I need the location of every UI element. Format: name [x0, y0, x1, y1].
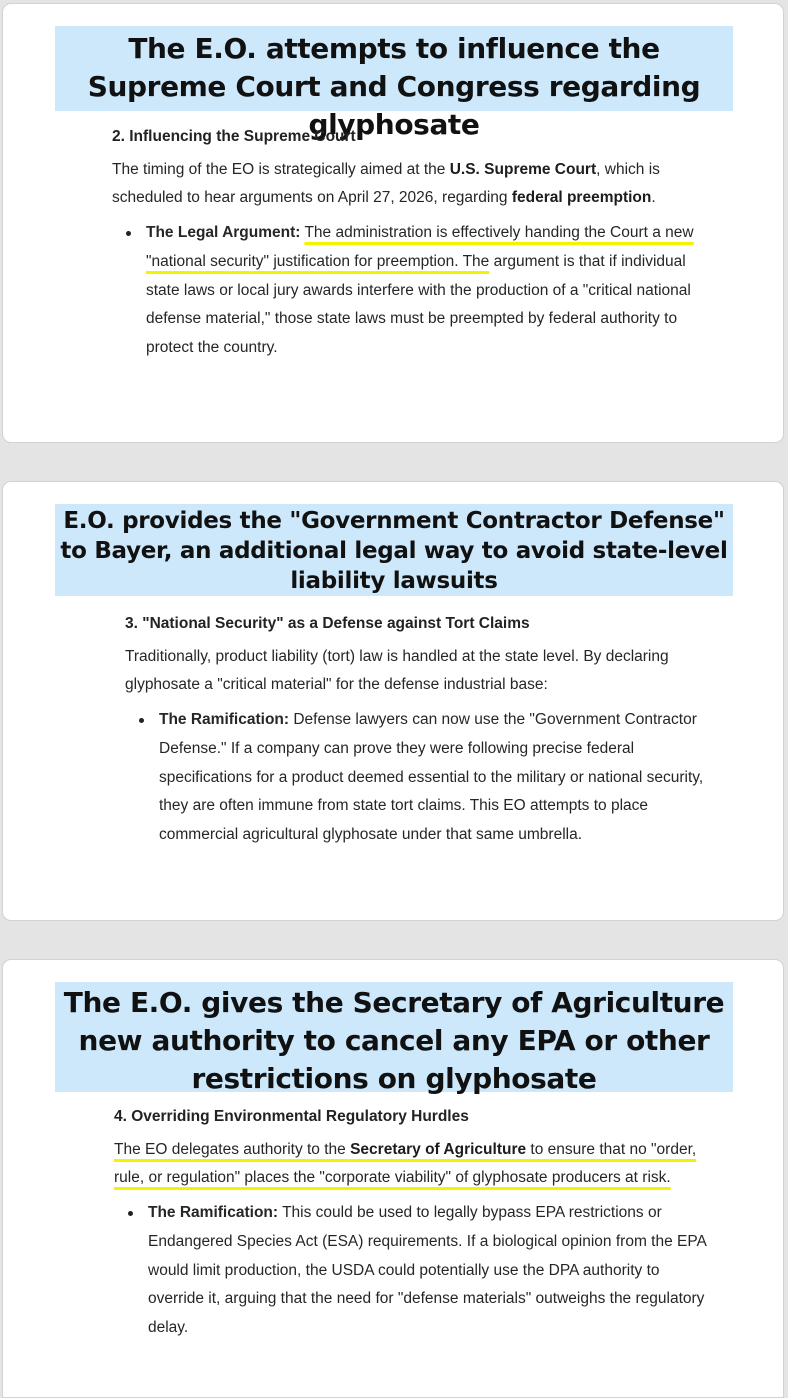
section-body: [112, 123, 712, 363]
highlighted-bold-text: Secretary of Agriculture: [350, 1140, 527, 1158]
list-item: [159, 706, 725, 850]
section-heading: 3. "National Security" as a Defense against Tort Claims: [125, 615, 530, 632]
section-heading: 4. Overriding Environmental Regulatory Hurdles: [114, 1108, 469, 1125]
bullet-text: Defense lawyers can now use the "Government Contractor Defense." If a company can prove they were following precise federal specifications for a product deemed essential to the military or national security, they are often immune from state tort claims. This EO attempts to place commercial agricultural glyphosate under that same umbrella.: [159, 711, 704, 843]
paragraph-text: The timing of the EO is strategically aimed at the: [112, 160, 450, 178]
bullet-list: [125, 706, 725, 850]
paragraph-text: .: [651, 189, 656, 207]
bullet-label: The Ramification:: [159, 711, 290, 729]
section-card-supreme-court: [2, 3, 784, 443]
paragraph-bold-text: federal preemption: [511, 189, 652, 207]
bullet-list: [114, 1199, 714, 1343]
section-body: [114, 1103, 714, 1343]
bullet-list: [112, 219, 712, 363]
list-item: [148, 1199, 714, 1343]
list-item: [146, 219, 712, 363]
section-paragraph: [114, 1136, 714, 1193]
section-banner-title: E.O. provides the "Government Contractor Defense" to Bayer, an additional legal way to avoid state-level liability lawsuits: [55, 504, 733, 596]
highlighted-text: The administration is effectively handing the Court a new "national security" justification for preemption. The: [146, 224, 694, 270]
section-card-agriculture-authority: [2, 959, 784, 1398]
section-banner-title: The E.O. attempts to influence the Supreme Court and Congress regarding glyphosate: [55, 26, 733, 111]
section-body: [125, 610, 725, 850]
paragraph-text: , which is scheduled to hear arguments on April 27, 2026, regarding: [112, 160, 660, 207]
section-card-contractor-defense: [2, 481, 784, 921]
paragraph-bold-text: U.S. Supreme Court: [449, 160, 597, 178]
section-heading: 2. Influencing the Supreme Court: [112, 128, 356, 145]
section-paragraph: [112, 156, 712, 213]
section-banner-title: The E.O. gives the Secretary of Agriculture new authority to cancel any EPA or other restrictions on glyphosate: [55, 982, 733, 1092]
highlighted-text: The EO delegates authority to the: [114, 1140, 351, 1158]
section-paragraph: Traditionally, product liability (tort) law is handled at the state level. By declaring glyphosate a "critical material" for the defense industrial base:: [125, 647, 669, 694]
bullet-label: The Legal Argument:: [146, 224, 301, 242]
bullet-text: argument is that if individual state laws or local jury awards interfere with the production of a "critical national defense material," those state laws must be preempted by federal authority to protect the country.: [146, 252, 691, 356]
bullet-label: The Ramification:: [148, 1204, 279, 1222]
bullet-text: This could be used to legally bypass EPA restrictions or Endangered Species Act (ESA) requirements. If a biological opinion from the EPA would limit production, the USDA could potentially use the DPA authority to override it, arguing that the need for "defense materials" outweighs the regulatory delay.: [148, 1204, 707, 1336]
highlighted-text: to ensure that no "order, rule, or regulation" places the "corporate viability" of glyphosate producers at risk.: [114, 1140, 697, 1187]
